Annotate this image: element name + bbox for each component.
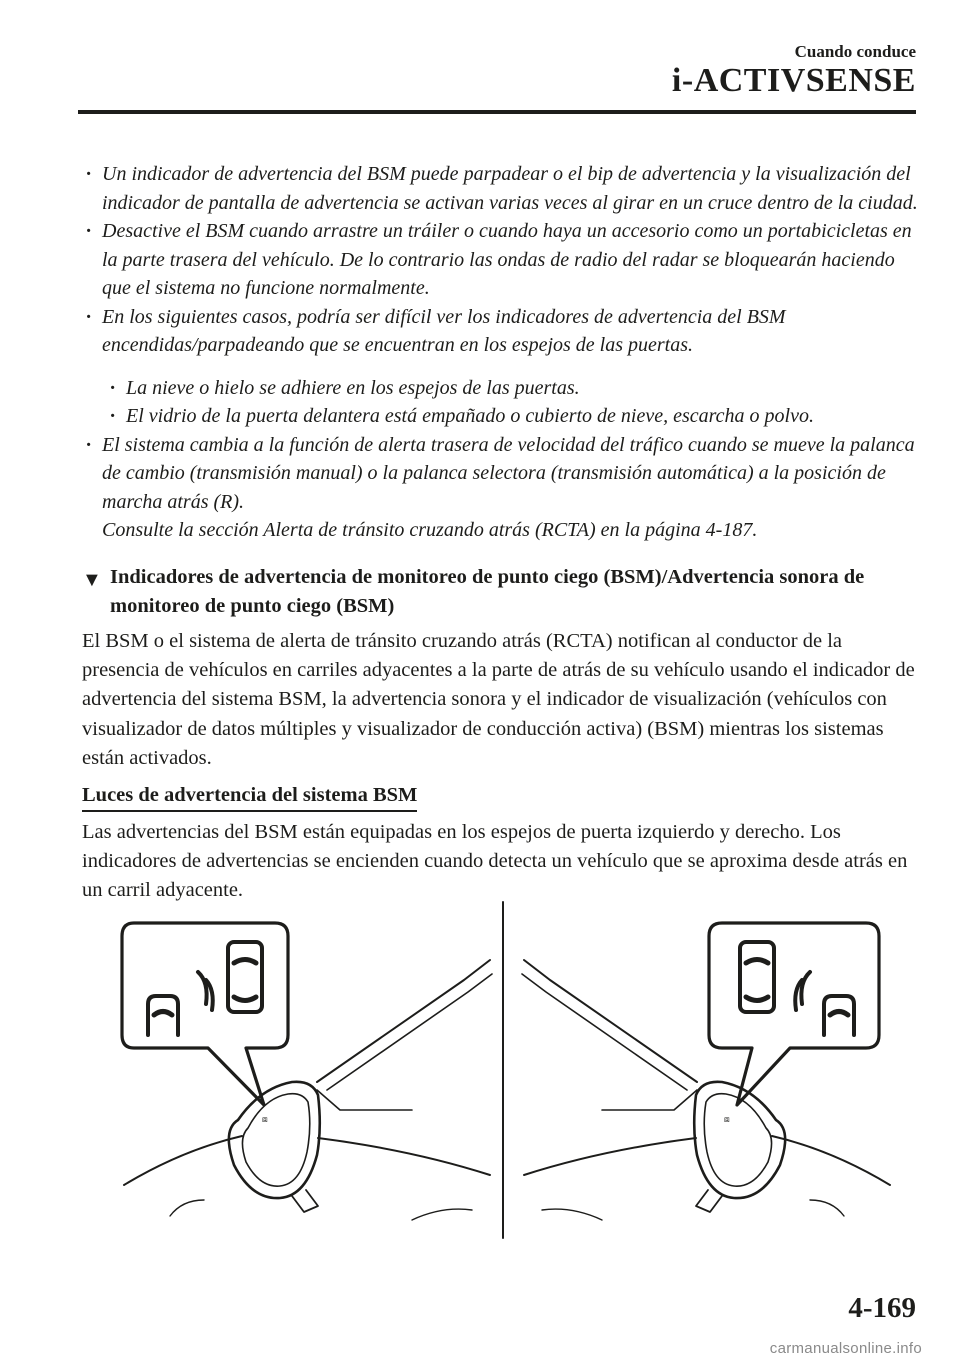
right-callout-car-icon xyxy=(740,942,854,1035)
sub-note-item: · El vidrio de la puerta delantera está empañado o cubierto de nieve, escarcha o polvo. xyxy=(106,402,922,431)
body-paragraph: Las advertencias del BSM están equipadas en los espejos de puerta izquierdo y derecho. Los indicadores de advertencias se encienden cuando detecta un vehículo que se aproxima desde atrás en un carril adyacente. xyxy=(82,821,908,902)
svg-text:⧈: ⧈ xyxy=(724,1114,730,1124)
right-mirror-group xyxy=(522,923,890,1220)
svg-text:⧈: ⧈ xyxy=(262,1114,268,1124)
right-door-mirror xyxy=(694,1082,785,1198)
subheading: Luces de advertencia del sistema BSM xyxy=(82,781,417,812)
note-item: · El sistema cambia a la función de alerta trasera de velocidad del tráfico cuando se mueve la palanca de cambio (transmisión manual) o la palanca selectora (transmisión automática) a la posición de marcha atrás (R). xyxy=(82,431,922,517)
running-header-chapter: i-ACTIVSENSE xyxy=(671,62,916,99)
left-mirror-group xyxy=(122,923,492,1220)
running-header-section: Cuando conduce xyxy=(794,42,916,61)
triangle-marker-icon: ▼ xyxy=(82,569,102,591)
note-item: · Un indicador de advertencia del BSM puede parpadear o el bip de advertencia y la visualización del indicador de pantalla de advertencia se activan varias veces al girar en un cruce dentro de la ciudad. xyxy=(82,160,922,217)
notes-block xyxy=(82,160,922,545)
mirror-illustration xyxy=(112,900,902,1240)
note-item: · Desactive el BSM cuando arrastre un tráiler o cuando haya un accesorio como un portabicicletas en la parte trasera del vehículo. De lo contrario las ondas de radio del radar se bloquearán haciendo que el sistema no funcione normalmente. xyxy=(82,217,922,303)
left-callout-car-icon xyxy=(148,942,262,1035)
note-item: · En los siguientes casos, podría ser difícil ver los indicadores de advertencia del BSM encendidas/parpadeando que se encuentran en los espejos de las puertas. xyxy=(82,303,922,360)
body-paragraph: El BSM o el sistema de alerta de tránsito cruzando atrás (RCTA) notifican al conductor de la presencia de vehículos en carriles adyacentes a la parte de atrás de su vehículo usando el indicador de advertencia del sistema BSM, la advertencia sonora y el indicador de visualización (vehículos con visualizador de datos múltiples y visualizador de conducción activa) (BSM) mientras los sistemas están activados. xyxy=(82,630,915,769)
sub-note-item: · La nieve o hielo se adhiere en los espejos de las puertas. xyxy=(106,374,922,403)
note-reference: Consulte la sección Alerta de tránsito cruzando atrás (RCTA) en la página 4-187. xyxy=(102,519,758,541)
section-heading-text: Indicadores de advertencia de monitoreo de punto ciego (BSM)/Advertencia sonora de monitoreo de punto ciego (BSM) xyxy=(110,566,865,617)
header-rule xyxy=(78,110,916,114)
left-door-mirror xyxy=(229,1082,320,1198)
watermark-link[interactable]: carmanualsonline.info xyxy=(769,1340,922,1357)
section-heading xyxy=(82,563,950,621)
page-number: 4-169 xyxy=(848,1292,916,1324)
